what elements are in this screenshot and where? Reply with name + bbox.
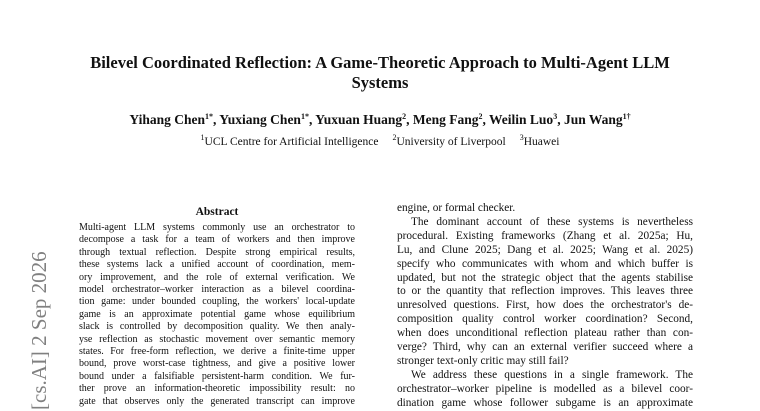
author-name: Yuxuan Huang [315, 112, 403, 127]
author-name: Meng Fang [412, 112, 479, 127]
abstract-line: gate that observes only the generated transcript can improve [79, 395, 355, 407]
author-affiliation-mark: 2 [402, 112, 407, 121]
affiliation-mark: 1 [200, 133, 205, 142]
abstract-line: bound under a falsifiable persistent-harm condition. We fur- [79, 370, 355, 382]
author-affiliation-mark: 1* [205, 112, 214, 121]
abstract-line: slack is controlled by decomposition quality. We then analy- [79, 321, 355, 333]
author-separator: , [557, 112, 564, 127]
abstract-line: through textual reflection. Despite strong empirical results, [79, 246, 355, 258]
body-line: to or the quantity that reflection improves. This leaves three [397, 285, 693, 298]
arxiv-stamp: [cs.AI] 2 Sep 2026 [27, 251, 51, 410]
author-list [40, 111, 720, 129]
abstract-text [79, 222, 355, 408]
affiliation-name: University of Liverpool [396, 136, 506, 148]
body-line: procedural. Existing frameworks (Zhang et al. 2025a; Hu, [397, 229, 693, 242]
affiliation [200, 133, 379, 148]
body-line: verge? Third, why can an external verifier succeed where a [397, 341, 693, 354]
abstract-line: tion game: under bounded coupling, the workers' local-update [79, 296, 355, 308]
author-affiliation-mark: 2 [478, 112, 483, 121]
intro-column-text [397, 202, 693, 411]
paper-title [60, 53, 700, 93]
affiliation-mark: 3 [519, 133, 524, 142]
abstract-line: game is an approximate potential game whose equilibrium [79, 308, 355, 320]
body-line: when does unconditional reflection plateau rather than con- [397, 327, 693, 340]
title-line-1: Bilevel Coordinated Reflection: A Game-Theoretic Approach to Multi-Agent LLM [90, 53, 670, 72]
affiliation-name: UCL Centre for Artificial Intelligence [204, 136, 379, 148]
abstract-line: these systems lack a unified account of coordination, mem- [79, 259, 355, 271]
affiliation [392, 133, 506, 148]
body-line: We address these questions in a single framework. The [411, 368, 693, 381]
author-separator: , [308, 112, 316, 127]
body-line: stronger text-only critic may still fail? [397, 354, 569, 367]
body-line: unresolved questions. First, how does the orchestrator's de- [397, 299, 693, 312]
author-name: Yihang Chen [129, 112, 206, 127]
author-affiliation-mark: 1† [622, 112, 631, 121]
author-affiliation-mark: 1* [300, 112, 309, 121]
author-name: Yuxiang Chen [219, 112, 301, 127]
author-affiliation-mark: 3 [553, 112, 558, 121]
affiliation-list [40, 134, 720, 150]
body-line: Lu, and Clune 2025; Dang et al. 2025; Wang et al. 2025) [397, 243, 693, 256]
author-name: Weilin Luo [489, 112, 554, 127]
body-line: The dominant account of these systems is nevertheless [411, 215, 693, 228]
abstract-line: ory improvement, and the role of external verification. We [79, 271, 355, 283]
body-line: dination game whose follower subgame is an approximate [397, 396, 693, 409]
author-name: Jun Wang [563, 112, 623, 127]
abstract-line: model orchestrator–worker interaction as a bilevel coordina- [79, 284, 355, 296]
abstract-heading: Abstract [195, 206, 239, 218]
affiliation-name: Huawei [523, 136, 560, 148]
body-line: composition quality control worker coordination? Second, [397, 313, 693, 326]
abstract-line: yse reflection as stochastic movement over semantic memory [79, 333, 355, 345]
author-separator: , [482, 112, 490, 127]
abstract-line: ther prove an information-theoretic impossibility result: no [79, 383, 355, 395]
abstract-line: Multi-agent LLM systems commonly use an orchestrator to [79, 222, 355, 233]
abstract-line: bound, prove worst-case tightness, and give a positive lower [79, 358, 355, 370]
body-line: specify who communicates with whom and which buffer is [397, 257, 693, 270]
body-line: updated, but not the strategic object that the agents stabilise [397, 271, 693, 284]
abstract-line: states. For free-form reflection, we derive a finite-time upper [79, 346, 355, 358]
title-line-2: Systems [351, 73, 409, 92]
body-line: engine, or formal checker. [397, 202, 516, 214]
affiliation [519, 133, 560, 148]
affiliation-mark: 2 [392, 133, 397, 142]
abstract-line: decompose a task for a team of workers and then improve [79, 234, 355, 246]
author-separator: , [213, 112, 220, 127]
body-line: orchestrator–worker pipeline is modelled as a bilevel coor- [397, 382, 693, 395]
author-separator: , [406, 112, 413, 127]
